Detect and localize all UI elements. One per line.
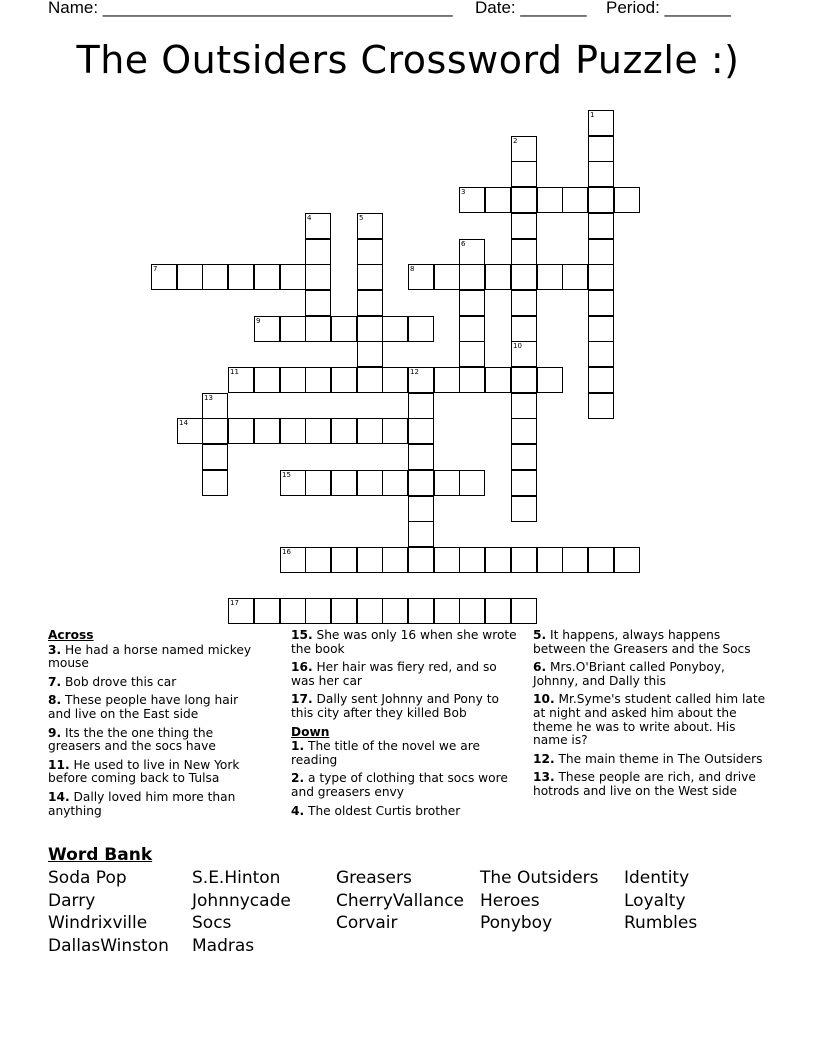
crossword-cell[interactable] xyxy=(588,264,614,290)
clue-across-9: 9. Its the the one thing the greasers and the socs have xyxy=(48,725,216,754)
crossword-cell[interactable] xyxy=(408,521,434,547)
crossword-cell[interactable] xyxy=(588,290,614,316)
clue-number: 4 xyxy=(307,214,312,222)
crossword-cell[interactable] xyxy=(408,598,434,624)
crossword-cell[interactable] xyxy=(254,418,280,444)
crossword-cell[interactable] xyxy=(485,264,511,290)
crossword-cell[interactable] xyxy=(511,496,537,522)
clue-number: 6 xyxy=(461,240,466,248)
crossword-cell[interactable] xyxy=(562,547,588,573)
crossword-cell[interactable] xyxy=(305,547,331,573)
word-bank-item: The Outsiders xyxy=(480,868,599,888)
clue-down-12: 12. The main theme in The Outsiders xyxy=(533,751,763,766)
crossword-cell[interactable] xyxy=(305,418,331,444)
word-bank-item: CherryVallance xyxy=(336,890,465,911)
word-bank-item: Madras xyxy=(192,936,255,957)
word-bank-title: Word Bank xyxy=(48,845,153,865)
word-bank-item: Loyalty xyxy=(624,890,686,911)
crossword-cell[interactable] xyxy=(511,161,537,187)
crossword-cell[interactable] xyxy=(511,239,537,265)
crossword-cell[interactable] xyxy=(408,316,434,342)
word-bank-item: Socs xyxy=(192,913,232,934)
crossword-cell[interactable] xyxy=(537,187,563,213)
crossword-cell[interactable] xyxy=(202,470,228,496)
crossword-cell[interactable] xyxy=(254,598,280,624)
crossword-cell[interactable] xyxy=(408,393,434,419)
crossword-cell[interactable] xyxy=(202,444,228,470)
crossword-cell[interactable] xyxy=(331,418,357,444)
crossword-cell[interactable] xyxy=(357,290,383,316)
crossword-cell[interactable] xyxy=(357,598,383,624)
crossword-cell[interactable] xyxy=(331,547,357,573)
crossword-cell[interactable] xyxy=(382,547,408,573)
crossword-cell[interactable] xyxy=(588,161,614,187)
clue-across-15: 15. She was only 16 when she wrote the book xyxy=(291,628,517,656)
crossword-cell[interactable] xyxy=(305,239,331,265)
clue-number: 15 xyxy=(282,471,291,479)
crossword-cell[interactable] xyxy=(588,239,614,265)
crossword-cell[interactable] xyxy=(511,367,537,393)
crossword-cell[interactable] xyxy=(280,316,306,342)
clue-number: 7 xyxy=(153,265,158,273)
crossword-cell[interactable] xyxy=(459,598,485,624)
crossword-cell[interactable] xyxy=(305,264,331,290)
clue-number: 8 xyxy=(410,265,415,273)
crossword-cell[interactable] xyxy=(408,418,434,444)
crossword-cell[interactable] xyxy=(382,367,408,393)
clue-across-14: 14. Dally loved him more than anything xyxy=(48,789,236,818)
crossword-cell[interactable] xyxy=(511,547,537,573)
crossword-cell[interactable] xyxy=(357,418,383,444)
clue-number: 3 xyxy=(461,188,466,196)
crossword-cell[interactable] xyxy=(459,547,485,573)
crossword-cell[interactable] xyxy=(434,367,460,393)
across-heading: Across xyxy=(48,628,94,642)
crossword-cell[interactable] xyxy=(511,290,537,316)
clue-down-2: 2. a type of clothing that socs wore and greasers envy xyxy=(291,771,508,799)
clue-number: 5 xyxy=(359,214,364,222)
crossword-cell[interactable] xyxy=(459,264,485,290)
crossword-cell[interactable] xyxy=(511,598,537,624)
clue-number: 16 xyxy=(282,548,291,556)
crossword-cell[interactable] xyxy=(511,418,537,444)
crossword-cell[interactable] xyxy=(357,367,383,393)
clue-number: 12 xyxy=(410,368,419,376)
crossword-cell[interactable] xyxy=(254,367,280,393)
word-bank-item: Rumbles xyxy=(624,913,698,934)
crossword-cell[interactable] xyxy=(331,598,357,624)
clue-down-13: 13. These people are rich, and drive hotrods and live on the West side xyxy=(533,770,756,798)
crossword-cell[interactable] xyxy=(511,444,537,470)
clues-column-3 xyxy=(533,629,773,804)
word-bank-item: Greasers xyxy=(336,868,412,888)
clues-column-1 xyxy=(48,629,263,823)
name-blank[interactable]: _____________________________________ xyxy=(102,0,453,17)
crossword-cell[interactable] xyxy=(202,264,228,290)
crossword-cell[interactable] xyxy=(357,316,383,342)
crossword-cell[interactable] xyxy=(588,316,614,342)
crossword-cell[interactable] xyxy=(382,598,408,624)
crossword-cell[interactable] xyxy=(228,264,254,290)
crossword-cell[interactable] xyxy=(331,367,357,393)
crossword-cell[interactable] xyxy=(537,367,563,393)
crossword-cell[interactable] xyxy=(459,470,485,496)
crossword-cell[interactable] xyxy=(357,239,383,265)
crossword-cell[interactable] xyxy=(280,367,306,393)
crossword-cell[interactable] xyxy=(434,547,460,573)
period-label: Period: xyxy=(606,0,660,17)
crossword-cell[interactable] xyxy=(202,418,228,444)
date-label: Date: xyxy=(475,0,516,17)
crossword-cell[interactable] xyxy=(254,264,280,290)
crossword-cell[interactable] xyxy=(537,264,563,290)
clue-down-6: 6. Mrs.O'Briant called Ponyboy, Johnny, and Dally this xyxy=(533,660,725,688)
clue-number: 13 xyxy=(204,394,213,402)
clue-number: 10 xyxy=(513,342,522,350)
date-blank[interactable]: _______ xyxy=(520,0,587,17)
clue-across-7: 7. Bob drove this car xyxy=(48,674,177,689)
crossword-cell[interactable] xyxy=(485,187,511,213)
crossword-cell[interactable] xyxy=(459,290,485,316)
crossword-cell[interactable] xyxy=(434,470,460,496)
crossword-cell[interactable] xyxy=(280,418,306,444)
clues-column-2 xyxy=(291,629,519,823)
clue-across-16: 16. Her hair was fiery red, and so was her car xyxy=(291,660,497,688)
word-bank-item: Heroes xyxy=(480,890,540,911)
crossword-cell[interactable] xyxy=(562,187,588,213)
crossword-cell[interactable] xyxy=(459,367,485,393)
crossword-cell[interactable] xyxy=(485,547,511,573)
clue-down-10: 10. Mr.Syme's student called him late at night and asked him about the theme he was to write about. His name is? xyxy=(533,692,766,748)
crossword-cell[interactable] xyxy=(357,470,383,496)
word-bank-item: Corvair xyxy=(336,913,398,934)
clue-across-8: 8. These people have long hair and live on the East side xyxy=(48,693,239,721)
clue-down-4: 4. The oldest Curtis brother xyxy=(291,803,461,818)
crossword-cell[interactable] xyxy=(511,316,537,342)
crossword-cell[interactable] xyxy=(357,264,383,290)
crossword-cell[interactable] xyxy=(382,470,408,496)
crossword-cell[interactable] xyxy=(280,264,306,290)
crossword-cell[interactable] xyxy=(588,393,614,419)
word-bank-item: Identity xyxy=(624,868,690,888)
crossword-cell[interactable] xyxy=(357,341,383,367)
clue-number: 14 xyxy=(179,419,188,427)
name-label: Name: xyxy=(48,0,99,17)
crossword-cell[interactable] xyxy=(614,187,640,213)
clue-number: 17 xyxy=(230,599,239,607)
crossword-cell[interactable] xyxy=(588,547,614,573)
clue-down-5: 5. It happens, always happens between the Greasers and the Socs xyxy=(533,628,751,656)
crossword-cell[interactable] xyxy=(305,470,331,496)
crossword-cell[interactable] xyxy=(511,393,537,419)
word-bank-item: DallasWinston xyxy=(48,936,169,957)
crossword-cell[interactable] xyxy=(434,598,460,624)
crossword-cell[interactable] xyxy=(305,598,331,624)
crossword-cell[interactable] xyxy=(305,367,331,393)
crossword-cell[interactable] xyxy=(331,316,357,342)
word-bank-item: Johnnycade xyxy=(192,890,291,911)
crossword-cell[interactable] xyxy=(228,418,254,444)
crossword-cell[interactable] xyxy=(537,547,563,573)
crossword-cell[interactable] xyxy=(408,496,434,522)
crossword-cell[interactable] xyxy=(588,367,614,393)
word-bank-item: S.E.Hinton xyxy=(192,868,281,888)
crossword-cell[interactable] xyxy=(511,264,537,290)
crossword-cell[interactable] xyxy=(588,187,614,213)
clue-number: 11 xyxy=(230,368,239,376)
crossword-cell[interactable] xyxy=(382,316,408,342)
clue-number: 2 xyxy=(513,137,518,145)
crossword-cell[interactable] xyxy=(434,264,460,290)
clue-across-11: 11. He used to live in New York before coming back to Tulsa xyxy=(48,757,240,786)
crossword-cell[interactable] xyxy=(177,264,203,290)
crossword-cell[interactable] xyxy=(588,341,614,367)
down-heading: Down xyxy=(291,724,330,739)
page-title: The Outsiders Crossword Puzzle :) xyxy=(76,38,740,82)
crossword-cell[interactable] xyxy=(280,598,306,624)
clue-number: 1 xyxy=(590,111,595,119)
clue-across-3: 3. He had a horse named mickey mouse xyxy=(48,642,252,671)
clue-down-1: 1. The title of the novel we are reading xyxy=(291,739,480,767)
crossword-cell[interactable] xyxy=(357,547,383,573)
clue-number: 9 xyxy=(256,317,261,325)
crossword-cell[interactable] xyxy=(305,316,331,342)
crossword-cell[interactable] xyxy=(331,470,357,496)
crossword-cell[interactable] xyxy=(485,598,511,624)
word-bank-item: Darry xyxy=(48,890,96,911)
crossword-cell[interactable] xyxy=(408,547,434,573)
word-bank-item: Ponyboy xyxy=(480,913,553,934)
clue-across-17: 17. Dally sent Johnny and Pony to this city after they killed Bob xyxy=(291,692,499,720)
word-bank-item: Windrixville xyxy=(48,913,148,934)
crossword-cell[interactable] xyxy=(511,470,537,496)
crossword-cell[interactable] xyxy=(485,367,511,393)
crossword-cell[interactable] xyxy=(408,470,434,496)
crossword-cell[interactable] xyxy=(459,341,485,367)
crossword-cell[interactable] xyxy=(305,290,331,316)
crossword-cell[interactable] xyxy=(588,136,614,162)
crossword-cell[interactable] xyxy=(459,316,485,342)
crossword-cell[interactable] xyxy=(408,444,434,470)
word-bank-item: Soda Pop xyxy=(48,868,127,888)
crossword-cell[interactable] xyxy=(562,264,588,290)
crossword-cell[interactable] xyxy=(614,547,640,573)
crossword-cell[interactable] xyxy=(588,213,614,239)
crossword-cell[interactable] xyxy=(511,213,537,239)
crossword-cell[interactable] xyxy=(511,187,537,213)
period-blank[interactable]: _______ xyxy=(664,0,731,17)
crossword-cell[interactable] xyxy=(382,418,408,444)
